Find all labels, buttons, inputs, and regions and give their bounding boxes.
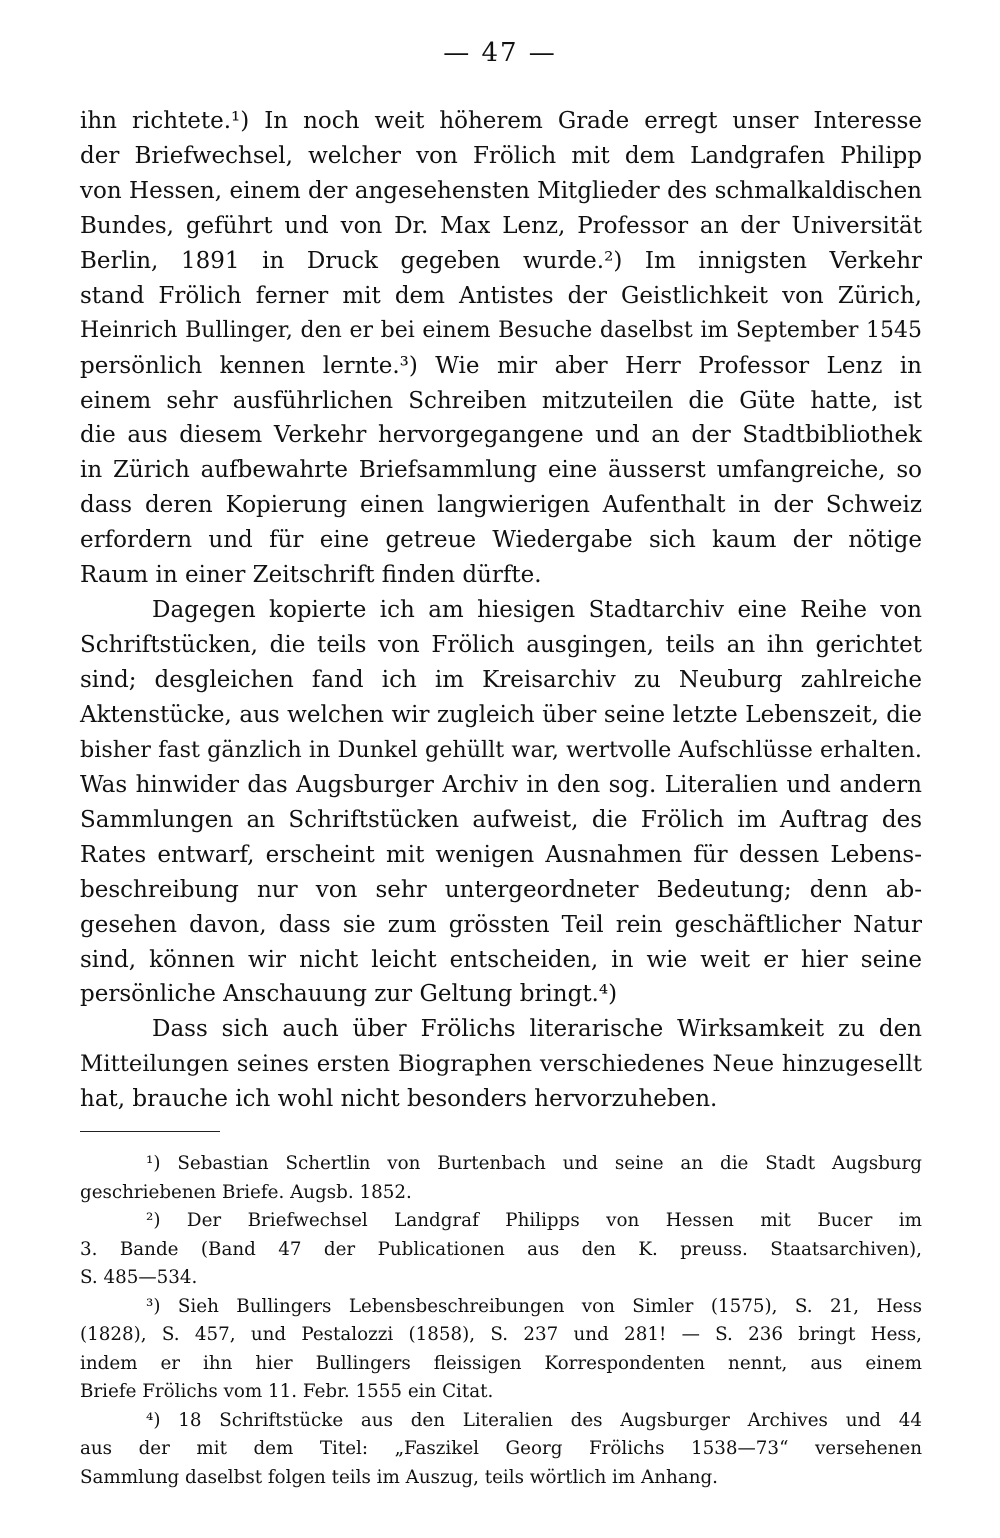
text-line: Mitteilungen seines ersten Biographen verschiedenes Neue hinzugesellt xyxy=(80,1051,922,1078)
text-line: erfordern und für eine getreue Wiedergabe sich kaum der nötige xyxy=(80,527,922,554)
footnote-line: 3. Bande (Band 47 der Publicationen aus den K. preuss. Staatsarchiven), xyxy=(80,1238,922,1260)
text-line: von Hessen, einem der angesehensten Mitglieder des schmalkaldischen xyxy=(80,177,922,204)
text-line: Berlin, 1891 in Druck gegeben wurde.²) Im innigsten Verkehr xyxy=(80,247,922,274)
footnote-line: ¹) Sebastian Schertlin von Burtenbach und seine an die Stadt Augsburg xyxy=(146,1153,922,1174)
footnote-line: ³) Sieh Bullingers Lebensbeschreibungen von Simler (1575), S. 21, Hess xyxy=(146,1295,922,1317)
footnote-line: Sammlung daselbst folgen teils im Auszug, teils wörtlich im Anhang. xyxy=(80,1466,718,1488)
text-line: Raum in einer Zeitschrift finden dürfte. xyxy=(80,562,542,589)
footnote-line: aus der mit dem Titel: „Faszikel Georg Frölichs 1538—73“ versehenen xyxy=(80,1438,922,1459)
footnote-line: S. 485—534. xyxy=(80,1267,198,1288)
footnotes xyxy=(80,1150,922,1492)
text-line: in Zürich aufbewahrte Briefsammlung eine äusserst umfangreiche, so xyxy=(80,457,922,484)
text-line: ihn richtete.¹) In noch weit höherem Grade erregt unser Interesse xyxy=(80,108,922,134)
text-line: Bundes, geführt und von Dr. Max Lenz, Professor an der Universität xyxy=(80,212,922,239)
text-line: Dass sich auch über Frölichs literarische Wirksamkeit zu den xyxy=(152,1016,922,1043)
text-line: dass deren Kopierung einen langwierigen Aufenthalt in der Schweiz xyxy=(80,492,922,519)
text-line: der Briefwechsel, welcher von Frölich mit dem Landgrafen Philipp xyxy=(80,142,922,169)
text-line: gesehen davon, dass sie zum grössten Teil rein geschäftlicher Natur xyxy=(80,911,922,938)
text-line: Was hinwider das Augsburger Archiv in den sog. Literalien und andern xyxy=(80,771,922,798)
footnote-line: indem er ihn hier Bullingers fleissigen Korrespondenten nennt, aus einem xyxy=(80,1352,922,1374)
text-line: Aktenstücke, aus welchen wir zugleich über seine letzte Lebenszeit, die xyxy=(80,701,922,728)
footnote-separator xyxy=(80,1131,220,1132)
text-line: Rates entwarf, erscheint mit wenigen Ausnahmen für dessen Lebens- xyxy=(80,841,922,868)
footnote-line: ²) Der Briefwechsel Landgraf Philipps von Hessen mit Bucer im xyxy=(146,1210,922,1231)
text-line: persönliche Anschauung zur Geltung bringt.⁴) xyxy=(80,981,618,1008)
text-line: sind; desgleichen fand ich im Kreisarchiv zu Neuburg zahlreiche xyxy=(80,667,922,693)
text-line: die aus diesem Verkehr hervorgegangene und an der Stadtbibliothek xyxy=(80,422,922,449)
footnote-line: (1828), S. 457, und Pestalozzi (1858), S. 237 und 281! — S. 236 bringt Hess, xyxy=(80,1324,922,1345)
text-line: Schriftstücken, die teils von Frölich ausgingen, teils an ihn gerichtet xyxy=(80,632,922,659)
text-line: hat, brauche ich wohl nicht besonders hervorzuheben. xyxy=(80,1086,718,1113)
footnote-line: Briefe Frölichs vom 11. Febr. 1555 ein Citat. xyxy=(80,1381,494,1402)
footnote-line: ⁴) 18 Schriftstücke aus den Literalien des Augsburger Archives und 44 xyxy=(146,1409,922,1431)
text-line: Sammlungen an Schriftstücken aufweist, die Frölich im Auftrag des xyxy=(80,806,922,833)
text-line: sind, können wir nicht leicht entscheiden, in wie weit er hier seine xyxy=(80,946,922,973)
text-line: einem sehr ausführlichen Schreiben mitzuteilen die Güte hatte, ist xyxy=(80,387,922,414)
text-line: bisher fast gänzlich in Dunkel gehüllt war, wertvolle Aufschlüsse erhalten. xyxy=(80,736,922,763)
body-text xyxy=(80,104,922,1117)
page-number: — 47 — xyxy=(443,38,557,68)
footnote-line: geschriebenen Briefe. Augsb. 1852. xyxy=(80,1181,412,1203)
text-line: stand Frölich ferner mit dem Antistes der Geistlichkeit von Zürich, xyxy=(80,282,922,309)
text-line: Dagegen kopierte ich am hiesigen Stadtarchiv eine Reihe von xyxy=(152,597,922,624)
text-line: Heinrich Bullinger, den er bei einem Besuche daselbst im September 1545 xyxy=(80,317,922,343)
text-line: beschreibung nur von sehr untergeordneter Bedeutung; denn ab- xyxy=(80,876,922,903)
text-line: persönlich kennen lernte.³) Wie mir aber Herr Professor Lenz in xyxy=(80,352,922,379)
